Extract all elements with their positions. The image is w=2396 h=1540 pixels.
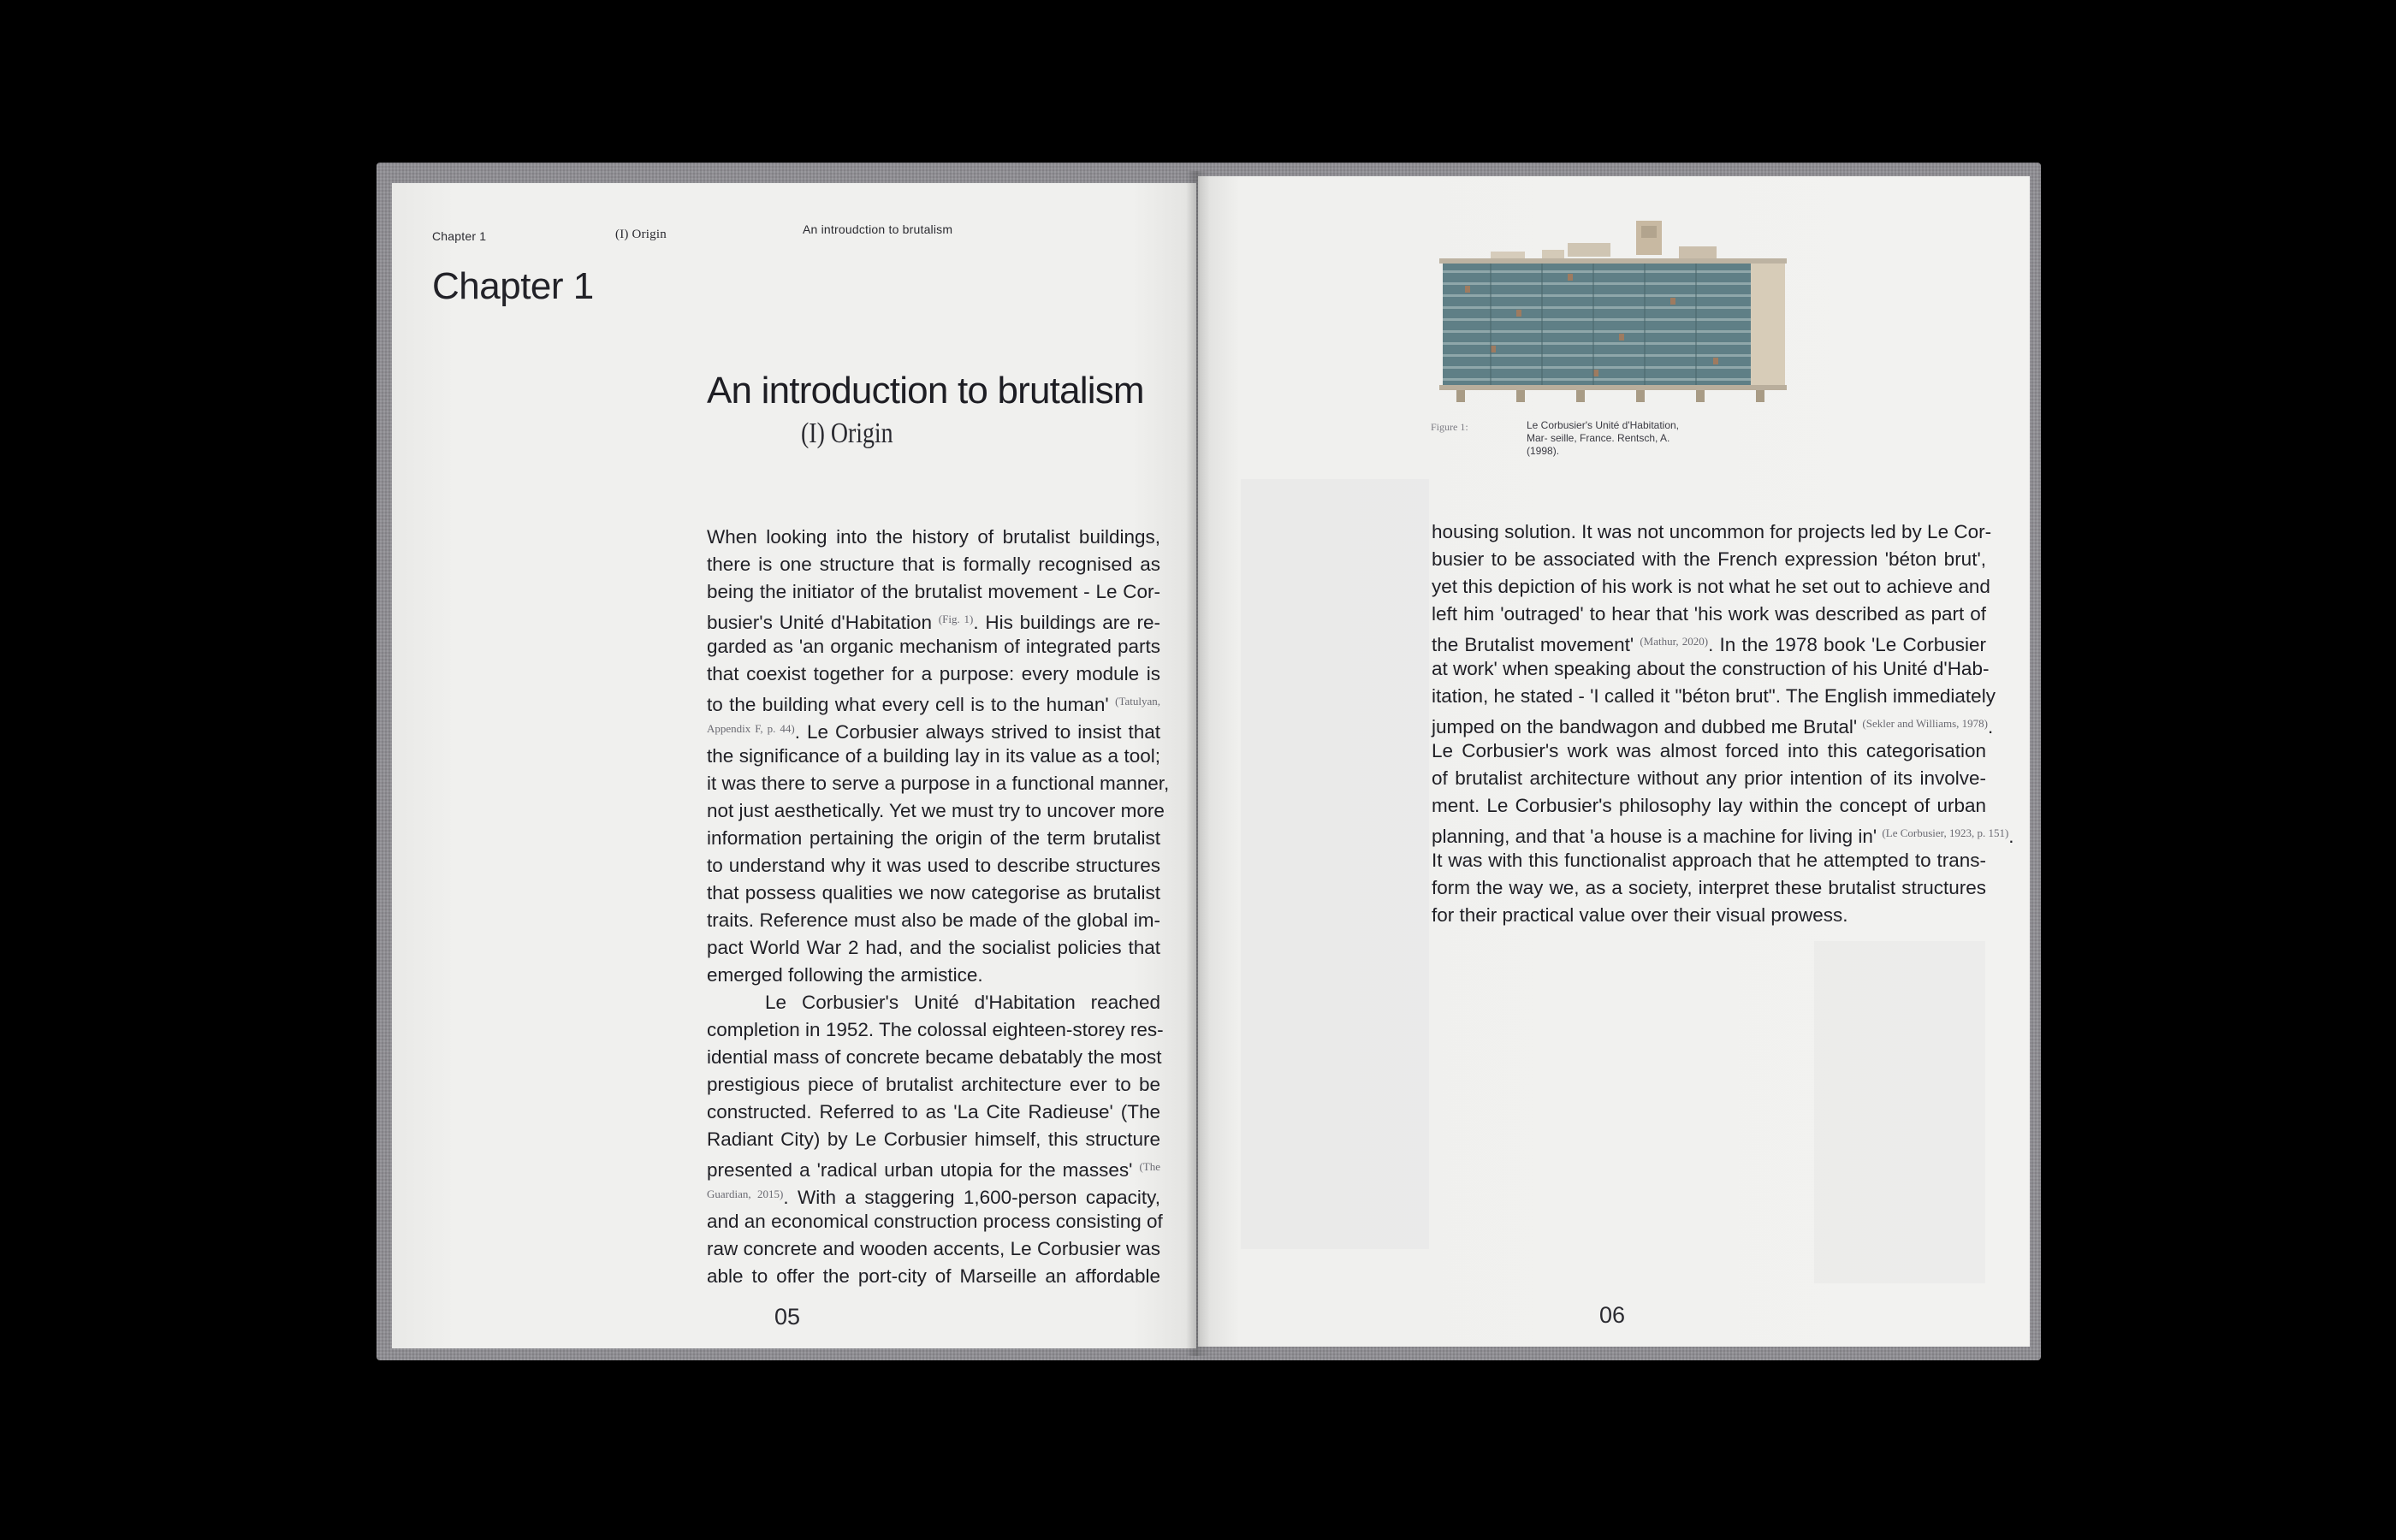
body-line — [1432, 546, 1986, 573]
body-line — [707, 1126, 1160, 1153]
body-text: . In the 1978 book 'Le Corbusier — [1708, 634, 1986, 655]
body-text: . — [1987, 716, 1994, 737]
body-line — [1432, 655, 1990, 683]
body-line — [707, 797, 1165, 825]
figure-caption: Le Corbusier's Unité d'Habitation, Mar- seille, France. Rentsch, A. (1998). — [1527, 419, 1680, 457]
citation: (Mathur, 2020) — [1640, 635, 1709, 648]
body-line — [707, 1235, 1160, 1263]
body-line — [1432, 902, 1986, 929]
body-text: itation, he stated - 'I called it "béton brut". The English immediately — [1432, 685, 1996, 707]
body-line — [707, 660, 1160, 688]
body-text: Le Corbusier's work was almost forced into this categorisation — [1432, 740, 1986, 761]
body-line — [1432, 737, 1986, 765]
body-text: being the initiator of the brutalist movement - Le Cor- — [707, 581, 1160, 602]
building-figure — [1439, 221, 1787, 402]
body-line — [707, 907, 1160, 934]
body-line — [707, 1016, 1164, 1044]
body-text: there is one structure that is formally recognised as — [707, 554, 1160, 575]
page-number-right: 06 — [1599, 1302, 1626, 1328]
show-through-shadow — [1241, 479, 1429, 1249]
body-text: yet this depiction of his work is not what he set out to achieve and — [1432, 576, 1990, 597]
body-line — [1432, 710, 1994, 737]
body-line — [1432, 683, 1996, 710]
body-line — [1432, 792, 1986, 820]
body-line — [707, 688, 1160, 715]
body-text: ment. Le Corbusier's philosophy lay within the concept of urban — [1432, 795, 1986, 816]
body-line — [1432, 847, 1986, 874]
citation: (The — [1139, 1160, 1160, 1173]
body-line — [707, 880, 1160, 907]
body-text: to the building what every cell is to the human' — [707, 694, 1116, 715]
body-text: When looking into the history of brutalist buildings, — [707, 526, 1160, 548]
body-line — [707, 633, 1160, 660]
body-line — [707, 825, 1160, 852]
body-text: to understand why it was used to describe structures — [707, 855, 1160, 876]
body-text: Radiant City) by Le Corbusier himself, this structure — [707, 1128, 1160, 1150]
body-text: . His buildings are re- — [973, 612, 1160, 633]
body-text: not just aesthetically. Yet we must try to uncover more — [707, 800, 1165, 821]
body-line — [707, 1208, 1163, 1235]
body-line — [707, 551, 1160, 578]
body-text: jumped on the bandwagon and dubbed me Brutal' — [1432, 716, 1863, 737]
body-text: planning, and that 'a house is a machine for living in' — [1432, 826, 1883, 847]
citation: (Tatulyan, — [1115, 695, 1160, 708]
book-gutter — [1186, 171, 1210, 1356]
body-text: It was with this functionalist approach that he attempted to trans- — [1432, 850, 1986, 871]
body-line — [707, 1153, 1160, 1181]
body-line — [1432, 820, 2014, 847]
header-running-title: An introudction to brutalism — [803, 222, 953, 236]
body-text: raw concrete and wooden accents, Le Corbusier was — [707, 1238, 1160, 1259]
body-line — [1432, 874, 1986, 902]
citation: (Le Corbusier, 1923, p. 151) — [1882, 826, 2009, 839]
body-text: . Le Corbusier always strived to insist that — [794, 721, 1160, 743]
body-text: pact World War 2 had, and the socialist policies that — [707, 937, 1160, 958]
body-text: information pertaining the origin of the term brutalist — [707, 827, 1160, 849]
left-body-text — [707, 524, 1170, 1290]
page-number-left: 05 — [774, 1304, 801, 1330]
citation: Appendix F, p. 44) — [707, 722, 795, 735]
show-through-shadow — [1814, 941, 1985, 1283]
main-title: An introduction to brutalism — [707, 370, 1144, 412]
body-text: busier's Unité d'Habitation — [707, 612, 939, 633]
body-text: prestigious piece of brutalist architecture ever to be — [707, 1074, 1160, 1095]
body-line — [1432, 518, 1992, 546]
body-line — [707, 934, 1160, 962]
body-line — [707, 606, 1160, 633]
body-text: left him 'outraged' to hear that 'his work was described as part of — [1432, 603, 1986, 625]
body-line — [1432, 628, 1986, 655]
body-line — [707, 1181, 1160, 1208]
body-line — [707, 1263, 1160, 1290]
body-text: emerged following the armistice. — [707, 964, 983, 986]
citation: (Sekler and Williams, 1978) — [1862, 717, 1988, 730]
body-text: idential mass of concrete became debatably the most — [707, 1046, 1162, 1068]
body-line — [1432, 601, 1986, 628]
body-text: for their practical value over their visual prowess. — [1432, 904, 1848, 926]
body-text: at work' when speaking about the construction of his Unité d'Hab- — [1432, 658, 1990, 679]
body-text: completion in 1952. The colossal eighteen-storey res- — [707, 1019, 1164, 1040]
body-text: . With a staggering 1,600-person capacity, — [783, 1187, 1161, 1208]
citation: Guardian, 2015) — [707, 1188, 784, 1200]
body-text: that possess qualities we now categorise as brutalist — [707, 882, 1160, 903]
header-section-label: (I) Origin — [615, 228, 667, 241]
right-body-text — [1432, 518, 2014, 929]
body-line — [707, 715, 1160, 743]
citation: (Fig. 1) — [938, 613, 974, 625]
body-text: constructed. Referred to as 'La Cite Radieuse' (The — [707, 1101, 1160, 1122]
body-text: form the way we, as a society, interpret these brutalist structures — [1432, 877, 1986, 898]
body-text: Le Corbusier's Unité d'Habitation reached — [765, 992, 1160, 1013]
body-line — [707, 1071, 1160, 1099]
body-line — [707, 989, 1160, 1016]
body-text: of brutalist architecture without any prior intention of its involve- — [1432, 767, 1986, 789]
body-line — [1432, 765, 1986, 792]
body-line — [707, 1044, 1160, 1071]
body-text: the significance of a building lay in its value as a tool; — [707, 745, 1160, 767]
body-line — [707, 524, 1160, 551]
body-line — [1432, 573, 1990, 601]
body-text: it was there to serve a purpose in a functional manner, — [707, 773, 1170, 794]
body-text: presented a 'radical urban utopia for the masses' — [707, 1159, 1140, 1181]
body-text: able to offer the port-city of Marseille an affordable — [707, 1265, 1160, 1287]
body-text: traits. Reference must also be made of the global im- — [707, 909, 1160, 931]
body-line — [707, 1099, 1160, 1126]
figure-label: Figure 1: — [1431, 421, 1468, 433]
body-line — [707, 743, 1160, 770]
body-line — [707, 770, 1170, 797]
body-text: and an economical construction process consisting of — [707, 1211, 1163, 1232]
chapter-heading: Chapter 1 — [432, 265, 594, 307]
body-text: the Brutalist movement' — [1432, 634, 1640, 655]
body-line — [707, 578, 1160, 606]
body-text: . — [2008, 826, 2014, 847]
body-text: that coexist together for a purpose: every module is — [707, 663, 1160, 684]
body-line — [707, 852, 1160, 880]
body-text: housing solution. It was not uncommon for projects led by Le Cor- — [1432, 521, 1992, 542]
subtitle: (I) Origin — [801, 418, 893, 449]
body-text: garded as 'an organic mechanism of integrated parts — [707, 636, 1160, 657]
body-text: busier to be associated with the French expression 'béton brut', — [1432, 548, 1986, 570]
body-line — [707, 962, 1160, 989]
header-chapter-label: Chapter 1 — [432, 229, 487, 243]
